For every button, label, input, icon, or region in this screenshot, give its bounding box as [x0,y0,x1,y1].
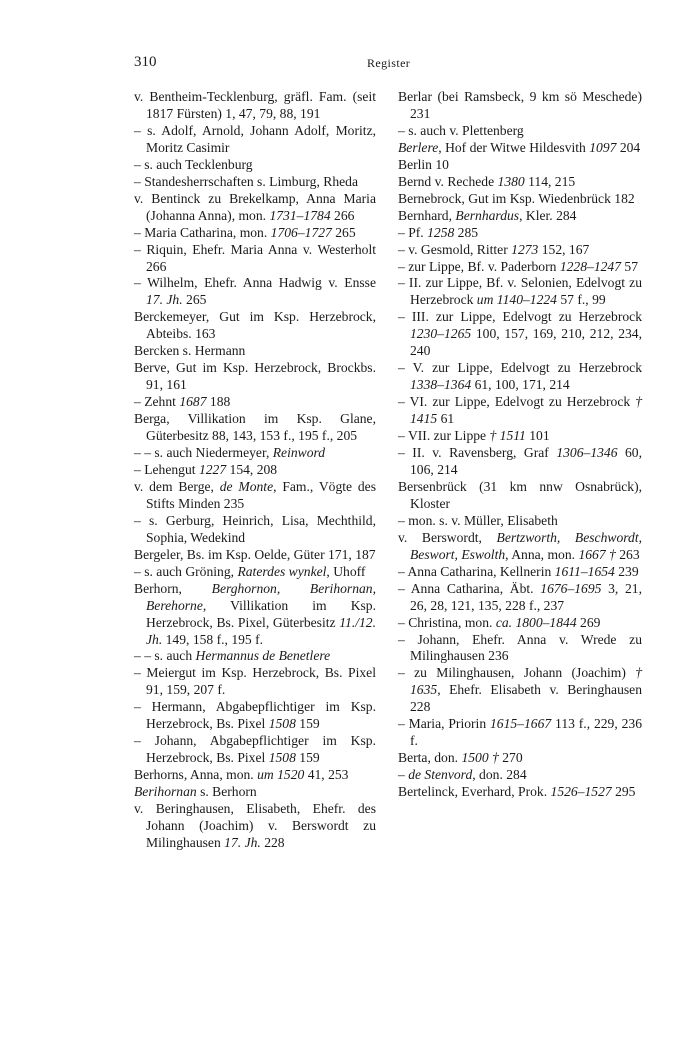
entry-text: – mon. s. v. Müller, Elisabeth [398,512,558,528]
entry-italic-text: 1338–1364 [410,377,472,393]
index-entry [398,428,642,445]
entry-italic-text: 17. Jh. [146,292,183,308]
entry-text: Berta, don. [398,750,462,766]
entry-text: v. Berswordt, [398,529,497,545]
entry-text: – [398,767,409,783]
entry-italic-text: 1611–1654 [554,563,615,579]
index-entry [134,343,376,360]
index-entry [134,157,376,174]
entry-text: Bersenbrück (31 km nnw Osnabrück), Kloster [398,478,642,511]
entry-text: – Riquin, Ehefr. Maria Anna v. Westerholt 266 [134,241,376,274]
entry-text: – s. Gerburg, Heinrich, Lisa, Mechthild, Sophia, Wedekind [134,512,376,545]
entry-text: 61, 100, 171, 214 [471,377,570,393]
index-entry [134,479,376,513]
entry-text: – Pf. [398,224,428,240]
entry-text: 3, 21, 26, 28, 121, 135, 228 f., 237 [410,580,642,613]
entry-italic-text: Raterdes wynkel [237,563,327,579]
entry-italic-text: 1273 [511,241,539,257]
entry-text: Berve, Gut im Ksp. Herzebrock, Brockbs. 91, 161 [134,360,376,393]
entry-text: 295 [611,784,636,800]
index-entry [398,225,642,242]
entry-text: – s. auch Gröning, [134,563,238,579]
entry-text: Bernd v. Rechede [398,173,498,189]
index-entry [398,394,642,428]
entry-italic-text: 1615–1667 [490,716,552,732]
entry-italic-text: 1667 † [578,546,616,562]
index-entry [134,309,376,343]
entry-text: 149, 158 f., 195 f. [162,631,264,647]
index-entry [398,360,642,394]
entry-text: 41, 253 [304,767,349,783]
entry-text: 100, 157, 169, 210, 212, 234, 240 [410,326,642,359]
entry-text: 60, 106, 214 [410,445,642,477]
entry-italic-text: Reinword [272,445,326,461]
entry-italic-text: 1526–1527 [550,784,612,800]
entry-text: 269 [576,614,601,630]
entry-italic-text: 17. Jh. [224,834,261,850]
entry-text: – Johann, Ehefr. Anna v. Wrede zu Milinghausen 236 [398,631,642,664]
index-entry [398,513,642,530]
entry-text: – II. zur Lippe, Bf. v. Selonien, Edelvogt zu Herzebrock [398,275,642,308]
entry-italic-text: de Stenvord [408,767,473,783]
entry-text: – VII. zur Lippe [398,428,490,444]
entry-italic-text: † 1415 [410,394,642,427]
index-entry [134,513,376,547]
index-entry [134,445,376,462]
index-entry [398,445,642,479]
entry-text: – Maria Catharina, mon. [134,224,271,240]
entry-text: – Johann, Abgabepflichtiger im Ksp. Herzebrock, Bs. Pixel [134,733,376,766]
index-entry [134,547,376,564]
entry-text: 159 [295,750,320,766]
index-entry [398,530,642,564]
entry-text: – – s. auch [134,648,196,664]
entry-italic-text: 1676–1695 [540,580,602,596]
entry-italic-text: Bertzworth, Beschwordt, Beswort, Eswolth [410,529,642,562]
entry-italic-text: de Monte [219,478,274,494]
index-entry [134,767,376,784]
entry-italic-text: 1306–1346 [556,445,618,461]
entry-italic-text: Berihornan [134,784,197,800]
entry-text: Bernebrock, Gut im Ksp. Wiedenbrück 182 [398,190,635,206]
entry-text: , Kler. 284 [519,207,577,223]
index-entry [398,615,642,632]
index-entry [134,123,376,157]
entry-text: , Uhoff [326,563,366,579]
entry-text: 263 [615,546,640,562]
entry-text: 285 [454,224,479,240]
entry-text: – Anna Catharina, Äbt. [398,580,541,596]
entry-text: , don. 284 [472,767,527,783]
entry-text: Berlar (bei Ramsbeck, 9 km sö Meschede) 231 [398,89,642,121]
entry-text: Bergeler, Bs. im Ksp. Oelde, Güter 171, 187 [134,546,376,562]
entry-italic-text: 1227 [198,461,227,477]
entry-text: Berckemeyer, Gut im Ksp. Herzebrock, Abteibs. 163 [134,309,376,342]
entry-text: 188 [206,394,231,410]
index-entry [134,411,376,445]
entry-text: v. Bentinck zu Brekelkamp, Anna Maria (Johanna Anna), mon. [134,190,376,223]
index-entry [398,259,642,276]
entry-text: 159 [295,716,320,732]
index-entry [134,191,376,225]
entry-text: – Anna Catharina, Kellnerin [398,563,555,579]
entry-text: v. dem Berge, [134,478,220,494]
entry-text: , Anna, mon. [505,546,579,562]
entry-text: – zur Lippe, Bf. v. Paderborn [398,258,560,274]
entry-italic-text: 1258 [427,224,455,240]
entry-text: – s. Adolf, Arnold, Johann Adolf, Moritz, Moritz Casimir [134,122,376,155]
index-entry [134,225,376,242]
index-entry [134,360,376,394]
entry-text: 57 [621,258,638,274]
entry-italic-text: 1230–1265 [410,326,472,342]
index-entry [398,89,642,123]
entry-text: – s. auch v. Plettenberg [398,122,524,138]
entry-text: , Ehefr. Elisabeth v. Beringhausen 228 [410,682,642,715]
entry-text: 152, 167 [538,241,590,257]
entry-italic-text: 1687 [179,394,207,410]
entry-text: 265 [182,292,207,308]
entry-text: , Fam., Vögte des Stifts Minden 235 [146,478,376,511]
index-entry [398,632,642,666]
entry-text: – V. zur Lippe, Edelvogt zu Herzebrock [398,360,642,376]
entry-italic-text: um 1140–1224 [476,292,557,308]
entry-italic-text: 1228–1247 [559,258,621,274]
entry-italic-text: 1706–1727 [270,224,332,240]
entry-text: s. Berhorn [196,784,257,800]
index-entry [134,275,376,309]
entry-italic-text: 1508 [268,750,296,766]
entry-italic-text: Berlere [398,139,439,155]
entry-text: – III. zur Lippe, Edelvogt zu Herzebrock [398,309,642,325]
entry-italic-text: 11./12. Jh. [146,614,376,647]
index-entry [134,242,376,276]
entry-text: Berhorns, Anna, mon. [134,767,258,783]
index-entry [134,665,376,699]
index-column-right [398,89,642,801]
entry-italic-text: Hermannus de Benetlere [195,648,331,664]
entry-italic-text: † 1635 [410,665,642,698]
entry-text: – s. auch Tecklenburg [134,156,253,172]
entry-text: 239 [614,563,639,579]
index-entry [134,462,376,479]
entry-text: 204 [616,139,641,155]
entry-text: – Standesherrschaften s. Limburg, Rheda [134,173,358,189]
page-header [0,54,700,74]
index-entry [134,699,376,733]
entry-text: Bertelinck, Everhard, Prok. [398,784,551,800]
index-entry [134,174,376,191]
entry-text: 114, 215 [524,173,576,189]
index-entry [398,665,642,716]
entry-text: , Hof der Witwe Hildesvith [438,139,590,155]
index-entry [134,394,376,411]
index-entry [398,564,642,581]
entry-italic-text: 1731–1784 [269,207,331,223]
index-entry [398,581,642,615]
entry-text: – v. Gesmold, Ritter [398,241,512,257]
index-entry [398,275,642,309]
entry-text: – zu Milinghausen, Johann (Joachim) [398,665,636,681]
index-entry [398,784,642,801]
entry-text: Berlin 10 [398,156,449,172]
entry-text: – VI. zur Lippe, Edelvogt zu Herzebrock [398,394,636,410]
entry-text: 228 [260,834,285,850]
entry-italic-text: Bernhardus [455,207,520,223]
entry-text: 266 [330,207,355,223]
index-entry [398,208,642,225]
entry-text: – Zehnt [134,394,180,410]
index-entry [398,716,642,750]
index-entry [398,157,642,174]
entry-italic-text: 1380 [497,173,525,189]
index-entry [398,309,642,360]
index-entry [398,174,642,191]
page-number: 310 [134,54,157,70]
index-entry [134,564,376,581]
entry-text: 265 [331,224,356,240]
entry-text: 154, 208 [226,461,278,477]
entry-text: v. Bentheim-Tecklenburg, gräfl. Fam. (seit 1817 Fürsten) 1, 47, 79, 88, 191 [134,89,376,121]
entry-italic-text: Berghornon, Berihornan, Berehorne [146,580,376,613]
entry-italic-text: 1097 [589,139,617,155]
entry-text: – Maria, Priorin [398,716,490,732]
entry-text: v. Beringhausen, Elisabeth, Ehefr. des Johann (Joachim) v. Berswordt zu Milinghausen [134,801,376,850]
index-entry [398,140,642,157]
index-entry [134,648,376,665]
entry-italic-text: † 1511 [489,428,526,444]
entry-text: – Hermann, Abgabepflichtiger im Ksp. Herzebrock, Bs. Pixel [134,699,376,732]
entry-text: – Wilhelm, Ehefr. Anna Hadwig v. Ensse [134,275,376,291]
entry-text: Bernhard, [398,207,456,223]
index-entry [134,784,376,801]
entry-text: – Meiergut im Ksp. Herzebrock, Bs. Pixel 91, 159, 207 f. [134,665,376,698]
entry-text: – – s. auch Niedermeyer, [134,445,273,461]
entry-text: – II. v. Ravensberg, Graf [398,445,557,461]
index-entry [398,242,642,259]
entry-text: 61 [437,411,455,427]
index-entry [134,801,376,852]
entry-text: Berga, Villikation im Ksp. Glane, Güterbesitz 88, 143, 153 f., 195 f., 205 [134,411,376,444]
entry-italic-text: 1508 [268,716,296,732]
entry-text: 57 f., 99 [556,292,606,308]
entry-italic-text: um 1520 [257,767,305,783]
index-entry [398,479,642,513]
index-entry [398,767,642,784]
entry-italic-text: ca. 1800–1844 [495,614,577,630]
entry-text: Bercken s. Hermann [134,343,246,359]
index-entry [134,733,376,767]
index-entry [398,750,642,767]
index-entry [398,123,642,140]
entry-text: 101 [525,428,550,444]
index-column-left [134,89,376,852]
entry-text: 113 f., 229, 236 f. [410,716,642,749]
entry-text: , Villikation im Ksp. Herzebrock, Bs. Pixel, Güterbesitz [146,597,376,630]
index-entry [134,89,376,123]
entry-text: – Christina, mon. [398,614,496,630]
running-title: Register [367,56,411,70]
entry-italic-text: 1500 † [461,750,499,766]
entry-text: Berhorn, [134,580,212,596]
index-entry [134,581,376,649]
entry-text: 270 [498,750,523,766]
entry-text: – Lehengut [134,461,199,477]
index-entry [398,191,642,208]
